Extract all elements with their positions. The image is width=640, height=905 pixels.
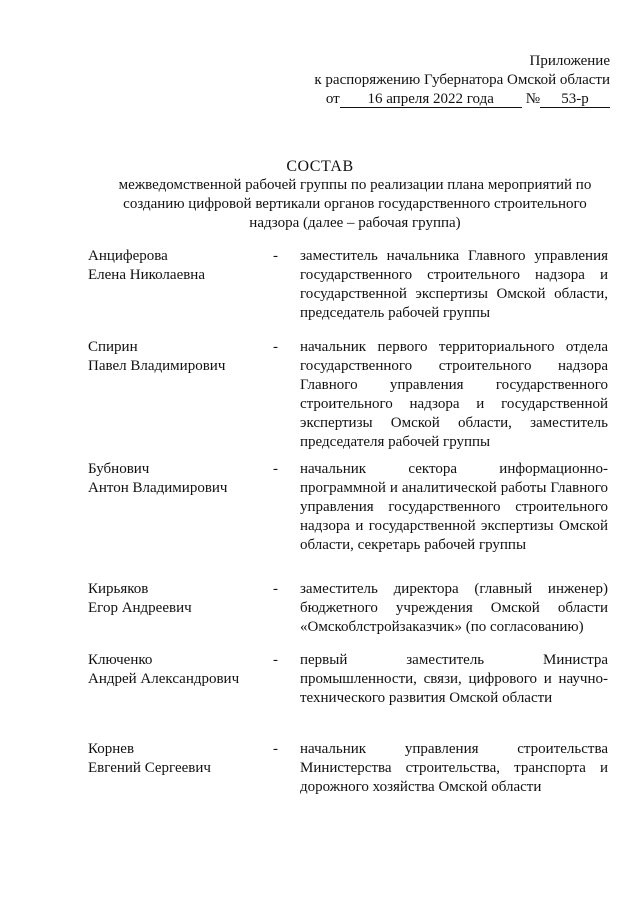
member-given-name: Елена Николаевна	[88, 267, 205, 283]
member-name	[88, 460, 268, 498]
member-given-name: Павел Владимирович	[88, 358, 226, 374]
member-surname: Спирин	[88, 339, 138, 355]
member-given-name: Евгений Сергеевич	[88, 760, 211, 776]
member-name	[88, 338, 268, 376]
member-surname: Ключенко	[88, 652, 153, 668]
separator-dash: -	[273, 248, 278, 264]
member-surname: Корнев	[88, 741, 135, 757]
separator-dash: -	[273, 461, 278, 477]
member-given-name: Антон Владимирович	[88, 480, 228, 496]
order-number: 53-р	[540, 91, 610, 108]
member-name	[88, 247, 268, 285]
member-surname: Анциферова	[88, 248, 168, 264]
member-position: начальник первого территориального отдела государственного строительного надзора Главного управления государственного строительного надзора и государственной экспертизы Омской области, заместитель председателя рабочей группы	[300, 339, 608, 450]
member-position: заместитель начальника Главного управления государственного строительного надзора и государственной экспертизы Омской области, председатель рабочей группы	[300, 248, 608, 321]
separator-dash: -	[273, 339, 278, 355]
number-label: №	[525, 91, 540, 107]
member-name	[88, 651, 268, 689]
order-date-number	[280, 90, 610, 109]
separator-dash: -	[273, 741, 278, 757]
order-reference: к распоряжению Губернатора Омской области	[314, 72, 610, 88]
appendix-label: Приложение	[529, 53, 610, 69]
document-subtitle: межведомственной рабочей группы по реализации плана мероприятий по созданию цифровой вертикали органов государственного строительного надзора (далее – рабочая группа)	[118, 177, 592, 231]
separator-dash: -	[273, 652, 278, 668]
order-date: 16 апреля 2022 года	[340, 91, 522, 108]
member-position: начальник сектора информационно-программной и аналитической работы Главного управления государственного строительного надзора и государственной экспертизы Омской области, секретарь рабочей группы	[300, 461, 608, 553]
from-label: от	[325, 91, 340, 107]
member-position: первый заместитель Министра промышленности, связи, цифрового и научно-технического развития Омской области	[300, 652, 608, 706]
member-surname: Кирьяков	[88, 581, 149, 597]
member-surname: Бубнович	[88, 461, 150, 477]
member-given-name: Егор Андреевич	[88, 600, 192, 616]
separator-dash: -	[273, 581, 278, 597]
document-title: СОСТАВ	[286, 158, 354, 175]
appendix-header	[280, 52, 610, 109]
member-position: начальник управления строительства Министерства строительства, транспорта и дорожного хозяйства Омской области	[300, 741, 608, 795]
member-name	[88, 740, 268, 778]
member-name	[88, 580, 268, 618]
member-given-name: Андрей Александрович	[88, 671, 240, 687]
member-position: заместитель директора (главный инженер) бюджетного учреждения Омской области «Омскоблстройзаказчик» (по согласованию)	[300, 581, 608, 635]
